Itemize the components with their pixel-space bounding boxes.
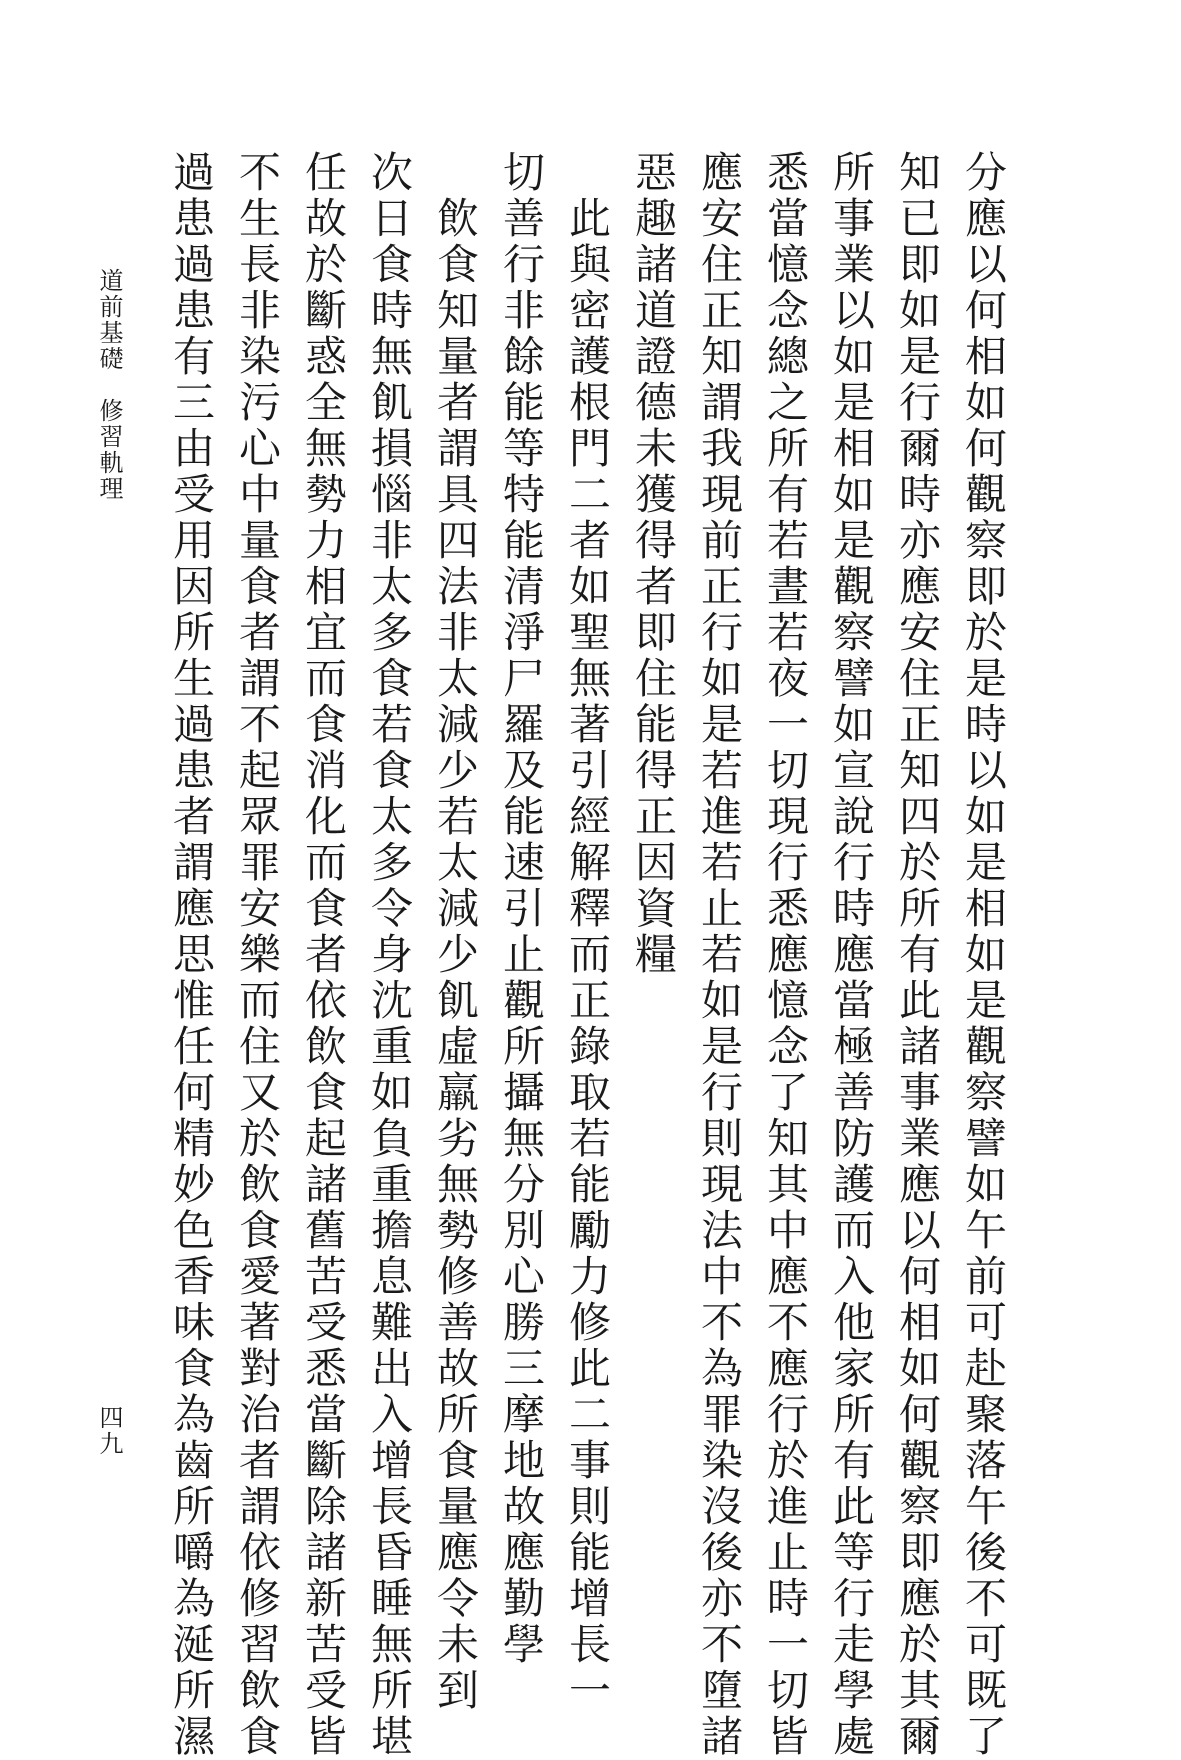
text-column: 任故於斷惑全無勢力相宜而食消化而食者依飲食起諸舊苦受悉當斷除諸新苦受皆 — [299, 150, 348, 1760]
text-column: 次日食時無飢損惱非太多食若食太多令身沈重如負重擔息難出入增長昏睡無所堪 — [365, 150, 414, 1760]
text-column: 所事業以如是相如是觀察譬如宣說行時應當極善防護而入他家所有此等行走學處 — [827, 150, 876, 1760]
text-column: 知已即如是行爾時亦應安住正知四於所有此諸事業應以何相如何觀察即應於其爾 — [893, 150, 942, 1760]
page-number: 四九 — [95, 1405, 123, 1457]
text-column: 惡趣諸道證德未獲得者即住能得正因資糧 — [629, 150, 678, 978]
text-column: 此與密護根門二者如聖無著引經解釋而正錄取若能勵力修此二事則能增長一 — [563, 150, 612, 1714]
text-column: 切善行非餘能等特能清淨尸羅及能速引止觀所攝無分別心勝三摩地故應勤學 — [497, 150, 546, 1668]
text-column: 悉當憶念總之所有若晝若夜一切現行悉應憶念了知其中應不應行於進止時一切皆 — [761, 150, 810, 1760]
text-column: 不生長非染污心中量食者謂不起眾罪安樂而住又於飲食愛著對治者謂依修習飲食 — [233, 150, 282, 1760]
body-text — [158, 150, 1016, 1760]
text-column: 應安住正知謂我現前正行如是若進若止若如是行則現法中不為罪染沒後亦不墮諸 — [695, 150, 744, 1760]
chapter-title: 修習軌理 — [95, 398, 123, 502]
running-header — [92, 268, 127, 502]
text-column: 過患過患有三由受用因所生過患者謂應思惟任何精妙色香味食為齒所嚼為涎所濕 — [167, 150, 216, 1760]
text-column: 飲食知量者謂具四法非太減少若太減少飢虛羸劣無勢修善故所食量應令未到 — [431, 150, 480, 1714]
book-title: 道前基礎 — [95, 268, 123, 372]
text-column: 分應以何相如何觀察即於是時以如是相如是觀察譬如午前可赴聚落午後不可既了 — [959, 150, 1008, 1760]
